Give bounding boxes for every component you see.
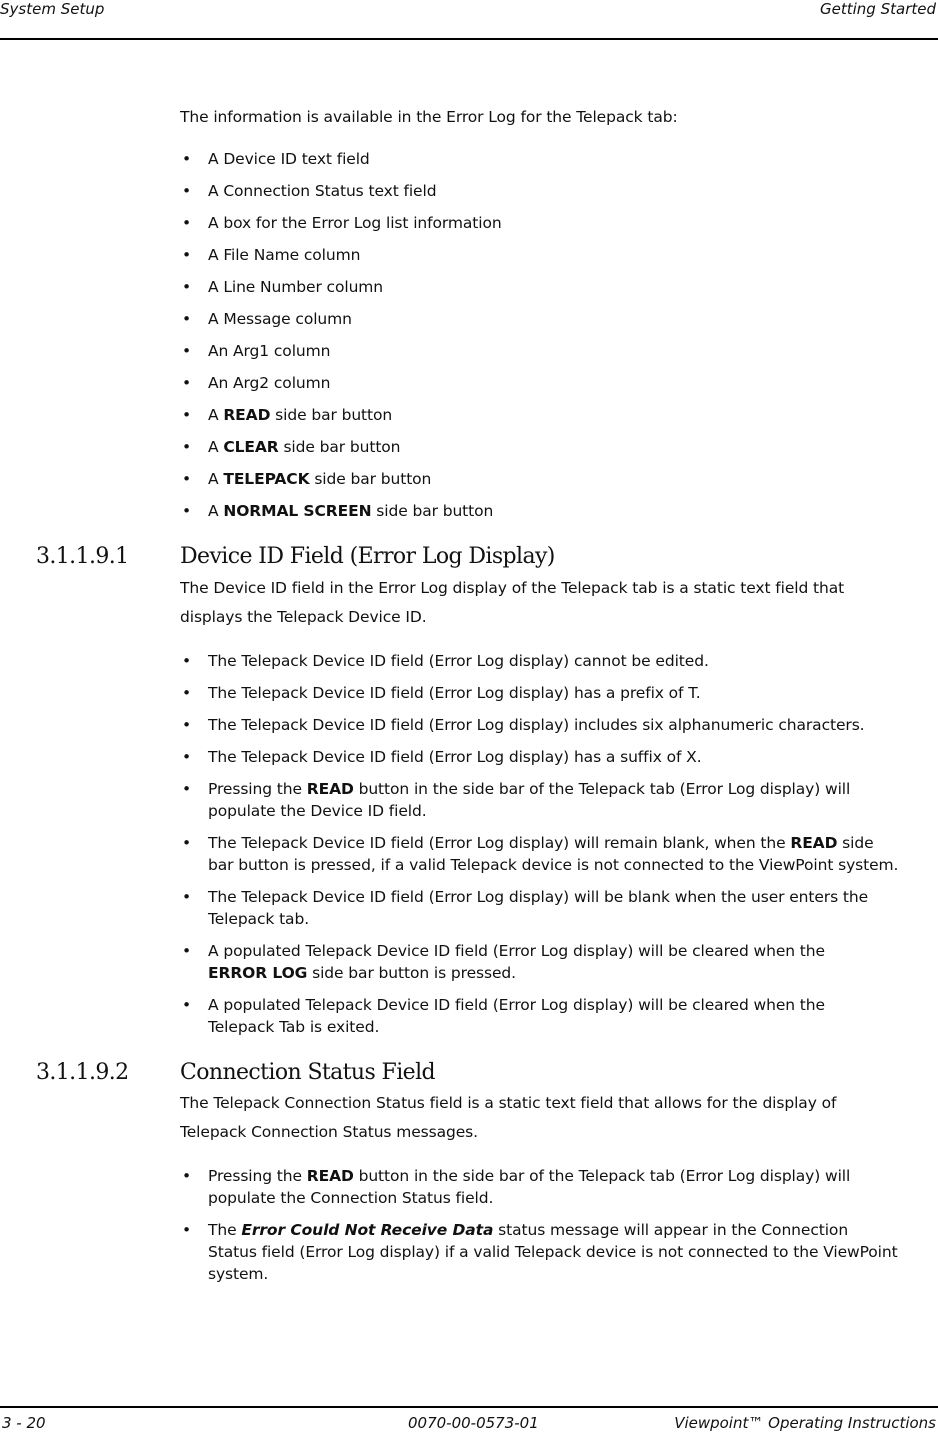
list-item: • A CLEAR side bar button — [182, 438, 401, 456]
bullet-icon: • — [182, 684, 192, 702]
list-item — [180, 778, 900, 822]
list-item: • A Line Number column — [182, 278, 384, 296]
bullet-icon: • — [182, 502, 192, 520]
bullet-icon: • — [182, 310, 192, 328]
list-item-line: Pressing the READ button in the side bar of the Telepack tab (Error Log display) will — [208, 780, 851, 798]
bullet-icon: • — [182, 278, 192, 296]
list-item-line: The Telepack Device ID field (Error Log display) includes six alphanumeric characters. — [208, 716, 865, 734]
list-item-line: The Telepack Device ID field (Error Log display) has a prefix of T. — [208, 684, 701, 702]
paragraph-line: The Telepack Connection Status field is a static text field that allows for the display of — [180, 1094, 837, 1112]
button-name: CLEAR — [223, 438, 279, 456]
bullet-icon: • — [182, 246, 192, 264]
bullet-icon: • — [182, 342, 192, 360]
list-item — [180, 1219, 900, 1285]
bullet-icon: • — [182, 150, 192, 168]
list-item-line: ERROR LOG side bar button is pressed. — [208, 964, 516, 982]
list-item — [180, 886, 900, 930]
list-item-line: A populated Telepack Device ID field (Error Log display) will be cleared when the — [208, 996, 825, 1014]
list-item: • A Device ID text field — [182, 150, 370, 168]
list-item-line: system. — [208, 1265, 269, 1283]
list-item: • A Message column — [182, 310, 352, 328]
list-item-line: The Telepack Device ID field (Error Log display) cannot be edited. — [208, 652, 709, 670]
bullet-icon: • — [182, 652, 192, 670]
paragraph-line: The Device ID field in the Error Log display of the Telepack tab is a static text field that — [180, 579, 845, 597]
button-name: ERROR LOG — [208, 964, 308, 982]
list-item — [180, 994, 900, 1038]
list-item-line: The Telepack Device ID field (Error Log display) has a suffix of X. — [208, 748, 702, 766]
section-title: Device ID Field (Error Log Display) — [180, 544, 555, 569]
list-item-line: Telepack Tab is exited. — [208, 1018, 380, 1036]
list-item-line: Pressing the READ button in the side bar of the Telepack tab (Error Log display) will — [208, 1167, 851, 1185]
list-item: • An Arg1 column — [182, 342, 331, 360]
button-name: READ — [790, 834, 838, 852]
list-item: • A READ side bar button — [182, 406, 393, 424]
list-item — [180, 940, 900, 984]
list-item-line: A populated Telepack Device ID field (Error Log display) will be cleared when the — [208, 942, 825, 960]
list-item-line: The Telepack Device ID field (Error Log display) will remain blank, when the READ side — [208, 834, 874, 852]
bullet-icon: • — [182, 834, 192, 852]
bullet-icon: • — [182, 888, 192, 906]
bullet-icon: • — [182, 748, 192, 766]
bullet-icon: • — [182, 996, 192, 1014]
document-title: Viewpoint™ Operating Instructions — [674, 1414, 936, 1432]
list-item: • A TELEPACK side bar button — [182, 470, 432, 488]
header-section-title: System Setup — [0, 0, 105, 18]
bullet-icon: • — [182, 780, 192, 798]
page-number: 3 - 20 — [2, 1414, 46, 1432]
bullet-icon: • — [182, 1167, 192, 1185]
document-number: 0070-00-0573-01 — [408, 1414, 539, 1432]
bullet-icon: • — [182, 716, 192, 734]
button-name: READ — [306, 780, 354, 798]
bullet-icon: • — [182, 470, 192, 488]
list-item-line: populate the Device ID field. — [208, 802, 427, 820]
list-item-line: populate the Connection Status field. — [208, 1189, 494, 1207]
list-item: • A Connection Status text field — [182, 182, 437, 200]
list-item-line: bar button is pressed, if a valid Telepack device is not connected to the ViewPoint system. — [208, 856, 899, 874]
section-number: 3.1.1.9.2 — [36, 1060, 129, 1085]
bullet-icon: • — [182, 406, 192, 424]
list-item — [180, 1165, 900, 1209]
button-name: READ — [306, 1167, 354, 1185]
bullet-icon: • — [182, 1221, 192, 1239]
list-item — [180, 714, 900, 736]
list-item: • A NORMAL SCREEN side bar button — [182, 502, 494, 520]
list-item — [180, 650, 900, 672]
intro-paragraph: The information is available in the Error Log for the Telepack tab: — [180, 108, 678, 126]
list-item — [180, 746, 900, 768]
bullet-icon: • — [182, 214, 192, 232]
requirement-list — [180, 1165, 900, 1295]
header-rule — [0, 38, 938, 40]
list-item-line: The Telepack Device ID field (Error Log display) will be blank when the user enters the — [208, 888, 869, 906]
list-item-line: The Error Could Not Receive Data status message will appear in the Connection — [208, 1221, 849, 1239]
requirement-list — [180, 650, 900, 1048]
bullet-icon: • — [182, 374, 192, 392]
list-item: • A box for the Error Log list information — [182, 214, 502, 232]
button-name: READ — [223, 406, 271, 424]
paragraph-line: displays the Telepack Device ID. — [180, 608, 427, 626]
footer-rule — [0, 1406, 938, 1408]
section-number: 3.1.1.9.1 — [36, 544, 129, 569]
list-item-line: Telepack tab. — [208, 910, 310, 928]
header-chapter-title: Getting Started — [820, 0, 936, 18]
paragraph-line: Telepack Connection Status messages. — [180, 1123, 478, 1141]
bullet-icon: • — [182, 182, 192, 200]
section-paragraph — [180, 1089, 900, 1147]
list-item: • A File Name column — [182, 246, 361, 264]
list-item — [180, 832, 900, 876]
button-name: NORMAL SCREEN — [223, 502, 372, 520]
section-title: Connection Status Field — [180, 1060, 436, 1085]
list-item-line: Status field (Error Log display) if a valid Telepack device is not connected to the ViewPoint — [208, 1243, 898, 1261]
button-name: TELEPACK — [223, 470, 310, 488]
element-list — [180, 148, 900, 532]
list-item — [180, 682, 900, 704]
status-message-name: Error Could Not Receive Data — [241, 1221, 494, 1239]
section-paragraph — [180, 574, 900, 632]
bullet-icon: • — [182, 438, 192, 456]
list-item: • An Arg2 column — [182, 374, 331, 392]
bullet-icon: • — [182, 942, 192, 960]
